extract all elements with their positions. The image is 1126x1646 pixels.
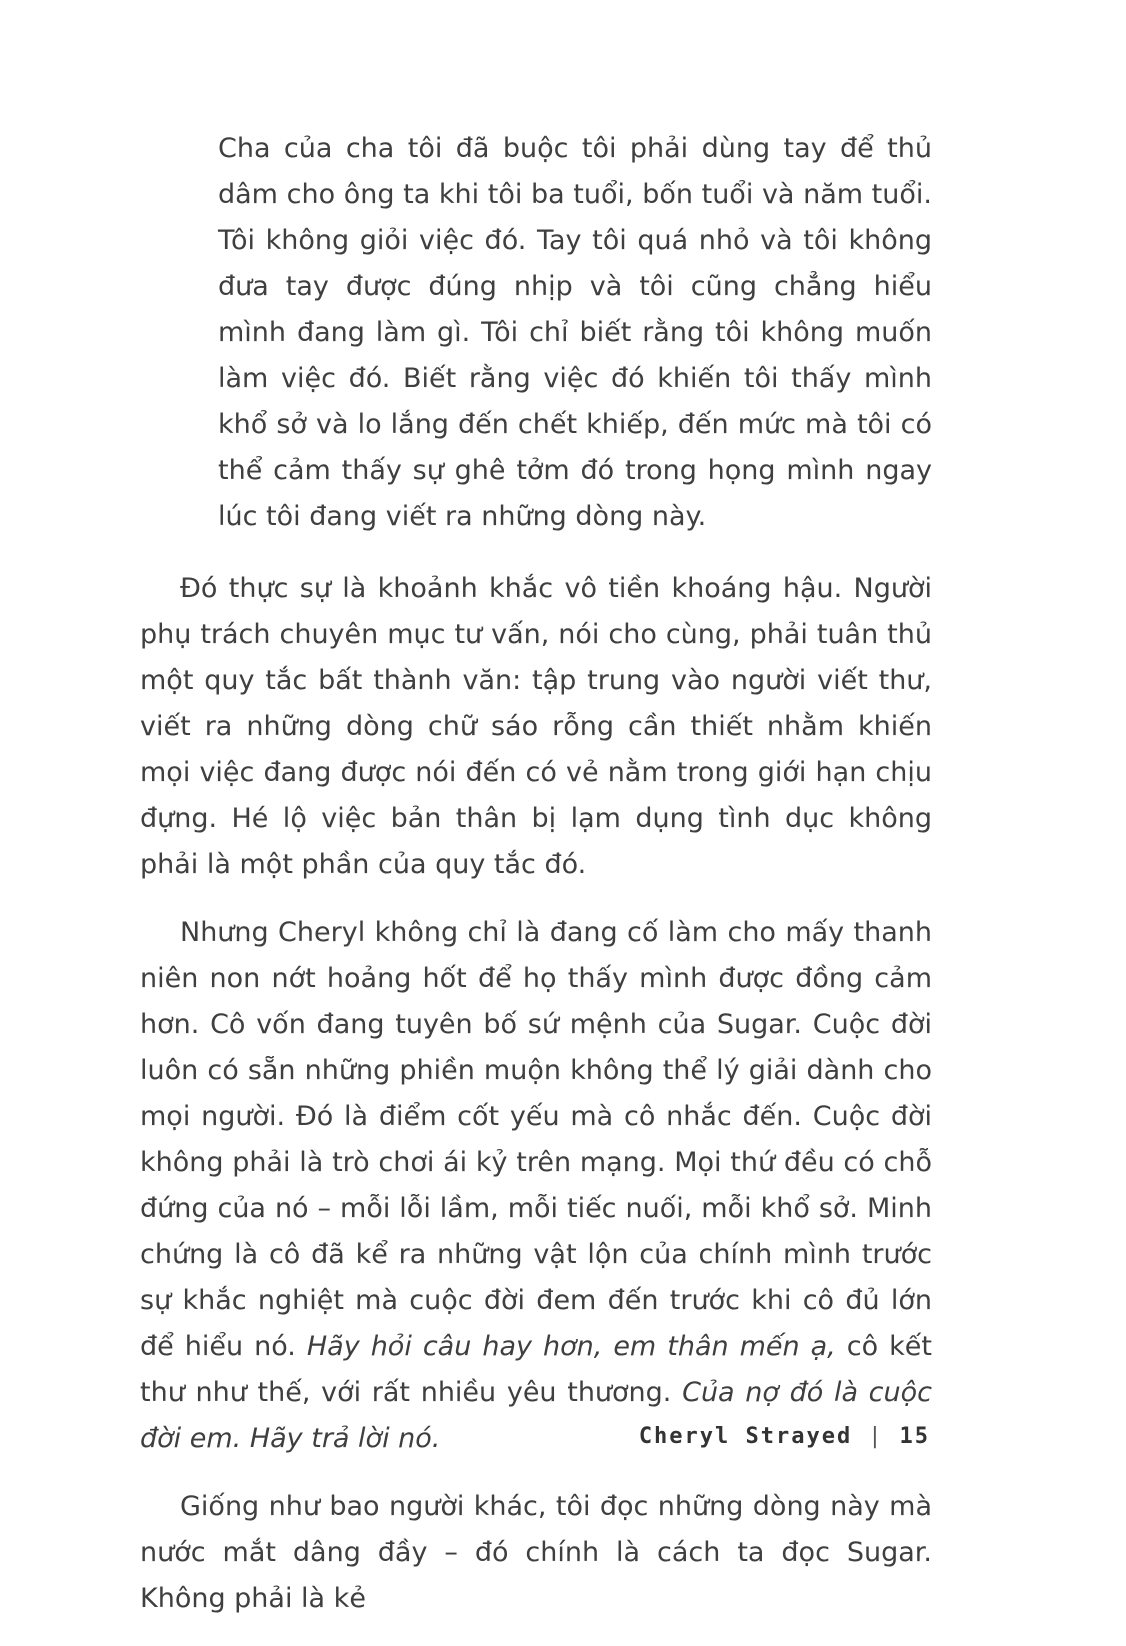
page-footer bbox=[639, 1424, 930, 1449]
paragraph-3 bbox=[140, 910, 932, 1462]
footer-author: Cheryl Strayed bbox=[638, 1424, 853, 1449]
paragraph-3-run-1: Nhưng Cheryl không chỉ là đang cố làm cho mấy thanh niên non nớt hoảng hốt để họ thấy mình được đồng cảm hơn. Cô vốn đang tuyên bố sứ mệnh của Sugar. Cuộc đời luôn có sẵn những phiền muộn không thể lý giải dành cho mọi người. Đó là điểm cốt yếu mà cô nhắc đến. Cuộc đời không phải là trò chơi ái kỷ trên mạng. Mọi thứ đều có chỗ đứng của nó – mỗi lỗi lầm, mỗi tiếc nuối, mỗi khổ sở. Minh chứng là cô đã kể ra những vật lộn của chính mình trước sự khắc nghiệt mà cuộc đời đem đến trước khi cô đủ lớn để hiểu nó. bbox=[140, 917, 932, 1362]
footer-page-number: 15 bbox=[899, 1424, 930, 1449]
footer-separator: | bbox=[868, 1424, 884, 1449]
paragraph-3-italic-2: Của nợ đó là cuộc đời em. Hãy trả lời nó. bbox=[140, 1377, 933, 1454]
page-body bbox=[140, 126, 932, 1622]
paragraph-2: Đó thực sự là khoảnh khắc vô tiền khoáng hậu. Người phụ trách chuyên mục tư vấn, nói cho cùng, phải tuân thủ một quy tắc bất thành văn: tập trung vào người viết thư, viết ra những dòng chữ sáo rỗng cần thiết nhằm khiến mọi việc đang được nói đến có vẻ nằm trong giới hạn chịu đựng. Hé lộ việc bản thân bị lạm dụng tình dục không phải là một phần của quy tắc đó. bbox=[140, 573, 932, 880]
blockquote-paragraph: Cha của cha tôi đã buộc tôi phải dùng tay để thủ dâm cho ông ta khi tôi ba tuổi, bốn tuổi và năm tuổi. Tôi không giỏi việc đó. Tay tôi quá nhỏ và tôi không đưa tay được đúng nhịp và tôi cũng chẳng hiểu mình đang làm gì. Tôi chỉ biết rằng tôi không muốn làm việc đó. Biết rằng việc đó khiến tôi thấy mình khổ sở và lo lắng đến chết khiếp, đến mức mà tôi có thể cảm thấy sự ghê tởm đó trong họng mình ngay lúc tôi đang viết ra những dòng này. bbox=[218, 133, 932, 532]
paragraph-4: Giống như bao người khác, tôi đọc những dòng này mà nước mắt dâng đầy – đó chính là cách ta đọc Sugar. Không phải là kẻ bbox=[140, 1491, 932, 1614]
paragraph-3-run-2: cô kết thư như thế, với rất nhiều yêu thương. bbox=[140, 1331, 932, 1408]
paragraph-3-italic-1: Hãy hỏi câu hay hơn, em thân mến ạ, bbox=[306, 1331, 836, 1362]
